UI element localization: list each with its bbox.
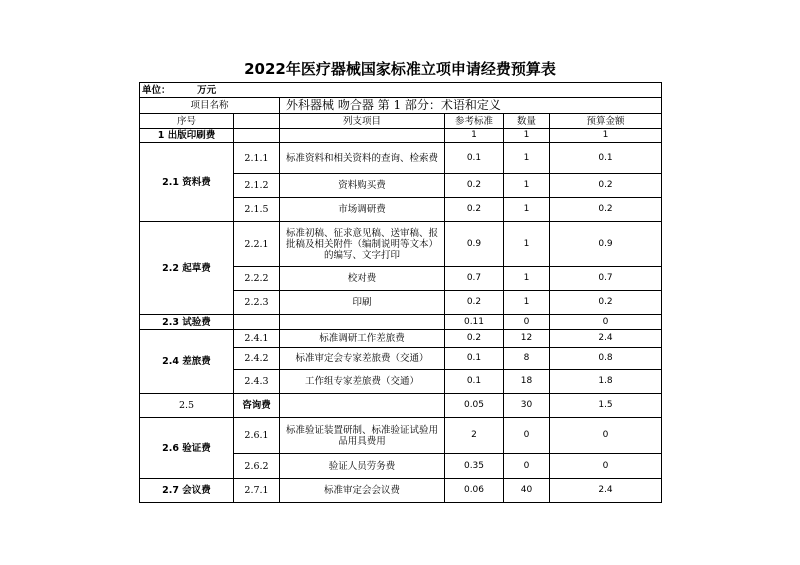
item-code: 2.6.1 bbox=[234, 418, 280, 454]
category-testing: 2.3 试验费 bbox=[140, 315, 234, 330]
ref-value: 2 bbox=[445, 418, 504, 454]
category-drafting: 2.2 起草费 bbox=[140, 222, 234, 315]
amount-value: 0.2 bbox=[550, 291, 662, 315]
header-seq: 序号 bbox=[140, 114, 234, 129]
amount-value: 0 bbox=[550, 418, 662, 454]
empty-cell bbox=[234, 315, 280, 330]
qty-value: 1 bbox=[504, 222, 550, 267]
item-desc: 标准初稿、征求意见稿、送审稿、报批稿及相关附件（编制说明等文本）的编写、文字打印 bbox=[280, 222, 445, 267]
qty-value: 8 bbox=[504, 348, 550, 370]
unit-label: 单位： bbox=[142, 84, 171, 96]
ref-value: 0.11 bbox=[445, 315, 504, 330]
item-desc: 印刷 bbox=[280, 291, 445, 315]
category-meeting: 2.7 会议费 bbox=[140, 479, 234, 503]
qty-value: 1 bbox=[504, 129, 550, 143]
budget-table bbox=[139, 82, 662, 503]
item-desc: 市场调研费 bbox=[280, 198, 445, 222]
table-row bbox=[140, 479, 662, 503]
amount-value: 0 bbox=[550, 315, 662, 330]
qty-value: 40 bbox=[504, 479, 550, 503]
project-row bbox=[140, 98, 662, 114]
item-desc: 标准资料和相关资料的查询、检索费 bbox=[280, 143, 445, 174]
item-code: 2.1.2 bbox=[234, 174, 280, 198]
qty-value: 12 bbox=[504, 330, 550, 348]
ref-value: 0.2 bbox=[445, 291, 504, 315]
category-consult: 咨询费 bbox=[234, 394, 280, 418]
item-code: 2.4.2 bbox=[234, 348, 280, 370]
table-row bbox=[140, 418, 662, 454]
header-qty: 数量 bbox=[504, 114, 550, 129]
amount-value: 0.2 bbox=[550, 198, 662, 222]
item-code: 2.4.3 bbox=[234, 370, 280, 394]
qty-value: 0 bbox=[504, 454, 550, 479]
header-ref: 参考标准 bbox=[445, 114, 504, 129]
amount-value: 0 bbox=[550, 454, 662, 479]
category-materials: 2.1 资料费 bbox=[140, 143, 234, 222]
table-row bbox=[140, 143, 662, 174]
item-desc: 资料购买费 bbox=[280, 174, 445, 198]
ref-value: 0.1 bbox=[445, 143, 504, 174]
project-label: 项目名称 bbox=[140, 98, 280, 114]
item-code: 2.2.2 bbox=[234, 267, 280, 291]
ref-value: 0.1 bbox=[445, 348, 504, 370]
header-blank bbox=[234, 114, 280, 129]
amount-value: 2.4 bbox=[550, 479, 662, 503]
table-row bbox=[140, 315, 662, 330]
header-row bbox=[140, 114, 662, 129]
qty-value: 30 bbox=[504, 394, 550, 418]
item-desc: 验证人员劳务费 bbox=[280, 454, 445, 479]
item-desc: 标准审定会会议费 bbox=[280, 479, 445, 503]
table-row bbox=[140, 222, 662, 267]
qty-value: 1 bbox=[504, 174, 550, 198]
category-verify: 2.6 验证费 bbox=[140, 418, 234, 479]
item-desc: 标准调研工作差旅费 bbox=[280, 330, 445, 348]
empty-cell bbox=[280, 315, 445, 330]
item-code: 2.1.5 bbox=[234, 198, 280, 222]
unit-row bbox=[140, 83, 662, 98]
item-desc: 标准验证装置研制、标准验证试验用品用具费用 bbox=[280, 418, 445, 454]
qty-value: 1 bbox=[504, 198, 550, 222]
amount-value: 0.2 bbox=[550, 174, 662, 198]
ref-value: 0.05 bbox=[445, 394, 504, 418]
unit-value: 万元 bbox=[197, 84, 217, 96]
qty-value: 0 bbox=[504, 315, 550, 330]
ref-value: 0.2 bbox=[445, 330, 504, 348]
item-desc: 标准审定会专家差旅费（交通） bbox=[280, 348, 445, 370]
item-desc: 工作组专家差旅费（交通） bbox=[280, 370, 445, 394]
ref-value: 0.06 bbox=[445, 479, 504, 503]
item-code: 2.6.2 bbox=[234, 454, 280, 479]
ref-value: 0.9 bbox=[445, 222, 504, 267]
item-desc: 校对费 bbox=[280, 267, 445, 291]
empty-cell bbox=[280, 394, 445, 418]
header-item: 列支项目 bbox=[280, 114, 445, 129]
qty-value: 1 bbox=[504, 267, 550, 291]
project-name: 外科器械 吻合器 第 1 部分：术语和定义 bbox=[280, 98, 662, 114]
unit-cell bbox=[140, 83, 662, 98]
empty-cell bbox=[280, 129, 445, 143]
table-row bbox=[140, 330, 662, 348]
qty-value: 0 bbox=[504, 418, 550, 454]
amount-value: 0.7 bbox=[550, 267, 662, 291]
consult-code: 2.5 bbox=[140, 394, 234, 418]
amount-value: 0.9 bbox=[550, 222, 662, 267]
ref-value: 1 bbox=[445, 129, 504, 143]
amount-value: 0.1 bbox=[550, 143, 662, 174]
item-code: 2.2.3 bbox=[234, 291, 280, 315]
ref-value: 0.2 bbox=[445, 198, 504, 222]
item-code: 2.1.1 bbox=[234, 143, 280, 174]
qty-value: 1 bbox=[504, 291, 550, 315]
ref-value: 0.7 bbox=[445, 267, 504, 291]
ref-value: 0.35 bbox=[445, 454, 504, 479]
category-publish: 1 出版印刷费 bbox=[140, 129, 234, 143]
category-travel: 2.4 差旅费 bbox=[140, 330, 234, 394]
item-code: 2.7.1 bbox=[234, 479, 280, 503]
ref-value: 0.1 bbox=[445, 370, 504, 394]
item-code: 2.2.1 bbox=[234, 222, 280, 267]
qty-value: 1 bbox=[504, 143, 550, 174]
qty-value: 18 bbox=[504, 370, 550, 394]
table-row bbox=[140, 394, 662, 418]
page-title: 2022年医疗器械国家标准立项申请经费预算表 bbox=[244, 60, 556, 78]
item-code: 2.4.1 bbox=[234, 330, 280, 348]
amount-value: 1.8 bbox=[550, 370, 662, 394]
amount-value: 2.4 bbox=[550, 330, 662, 348]
empty-cell bbox=[234, 129, 280, 143]
amount-value: 0.8 bbox=[550, 348, 662, 370]
header-amount: 预算金额 bbox=[550, 114, 662, 129]
table-row bbox=[140, 129, 662, 143]
amount-value: 1.5 bbox=[550, 394, 662, 418]
ref-value: 0.2 bbox=[445, 174, 504, 198]
amount-value: 1 bbox=[550, 129, 662, 143]
